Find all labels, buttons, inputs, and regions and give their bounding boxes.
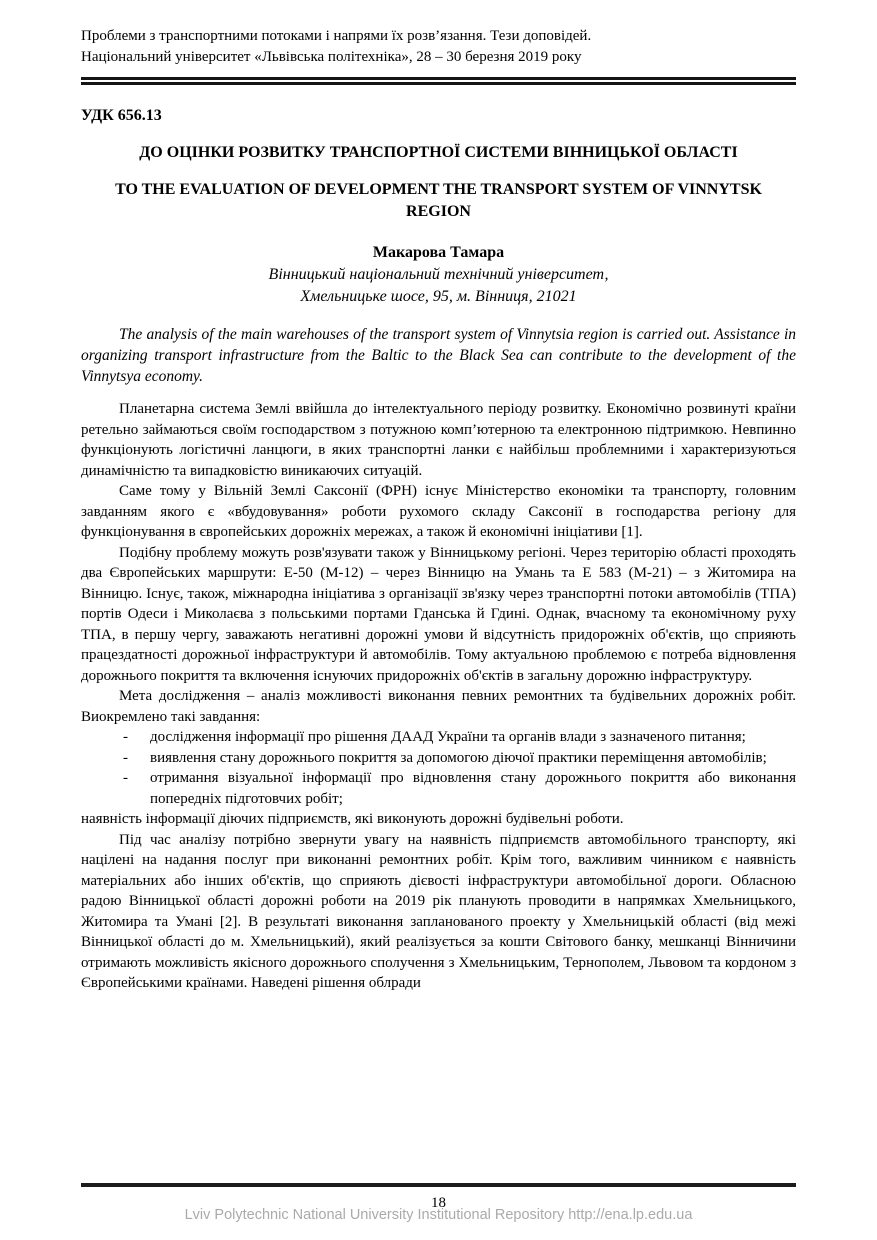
- title-ukrainian: ДО ОЦІНКИ РОЗВИТКУ ТРАНСПОРТНОЇ СИСТЕМИ ВІННИЦЬКОЇ ОБЛАСТІ: [139, 144, 738, 161]
- body-paragraph-5: Під час аналізу потрібно звернути увагу на наявність підприємств автомобільного транспорту, які націлені на надання послуг при виконанні ремонтних робіт. Крім того, важливим чинником є наявність матеріальних або інших об'єктів, що сприяють дієвості інфраструктури автомобільної дороги. Обласною радою Вінницької області дорожні роботи на 2019 рік планують проводити в напрямках Хмельницького, Житомира та Умані [2]. В результаті виконання запланованого проекту у Хмельницькій області (від межі Вінницької області до м. Хмельницький), який реалізується за кошти Світового банку, мешканці Вінничини отримають можливість якісного дорожнього сполучення з Хмельницьким, Тернополем, Львовом та кордоном з Європейськими країнами. Наведені рішення облради: [81, 831, 796, 991]
- header-divider: [81, 77, 796, 85]
- list-item: [123, 748, 796, 769]
- page-footer: [81, 1183, 796, 1224]
- header-line-1: Проблеми з транспортними потоками і напрями їх розв’язання. Тези доповідей.: [81, 28, 592, 44]
- article-body: [81, 399, 796, 994]
- footer-divider: [81, 1183, 796, 1187]
- affiliation-line-2: Хмельницьке шосе, 95, м. Вінниця, 21021: [300, 288, 577, 305]
- list-item-text: отримання візуальної інформації про відновлення стану дорожнього покриття або виконання попередніх підготовчих робіт;: [150, 770, 796, 807]
- author-name: Макарова Тамара: [372, 244, 505, 261]
- body-paragraph-3: Подібну проблему можуть розв'язувати також у Вінницькому регіоні. Через територію області проходять два Європейських маршрути: Е-50 (М-12) – через Вінницю на Умань та Е 583 (М-21) – з Житомира на Вінницю. Існує, також, міжнародна ініціатива з організації зв'язку через транспортні потоки автомобілів (ТПА) портів Одеси і Миколаєва з польськими портами Гданська й Гдині. Однак, вчасному та економічному руху ТПА, в першу чергу, заважають негативні дорожні умови й відсутність придорожніх об'єктів, що сприяють працездатності дорожньої інфраструктури й автомобілів. Тому актуальною проблемою є потреба відновлення дорожнього покриття та включення існуючих придорожніх об'єктів в загальну дорожню інфраструктуру.: [81, 544, 796, 684]
- list-dash-marker: -: [123, 770, 128, 786]
- body-paragraph-2: Саме тому у Вільній Землі Саксонії (ФРН) існує Міністерство економіки та транспорту, головним завданням якого є «вбудовування» роботи рухомого складу Саксонії в господарства регіону для функціонування в європейських дорожніх мережах, а також й економічні ініціативи [1].: [81, 483, 796, 540]
- body-paragraph-4: Мета дослідження – аналіз можливості виконання певних ремонтних та будівельних дорожніх робіт. Виокремлено такі завдання:: [81, 688, 796, 725]
- repository-footer-text: Lviv Polytechnic National University Institutional Repository http://ena.lp.edu.ua: [184, 1207, 693, 1223]
- page-number: 18: [431, 1195, 446, 1211]
- body-paragraph-1: Планетарна система Землі ввійшла до інтелектуального періоду розвитку. Економічно розвинуті країни ретельно займаються своїм господарством з потужною комп’ютерною та електронною підтримкою. Невпинно функціонують логістичні ланцюги, в яких транспортні ланки є найбільш проблемними і характеризуються динамічністю та випадковістю виникаючих ситуацій.: [81, 401, 796, 479]
- title-english: TO THE EVALUATION OF DEVELOPMENT THE TRANSPORT SYSTEM OF VINNYTSK REGION: [115, 181, 762, 220]
- abstract-text: The analysis of the main warehouses of the transport system of Vinnytsia region is carried out. Assistance in organizing transport infrastructure from the Baltic to the Black Sea can contribute to the development of the Vinnytsya economy.: [81, 326, 796, 385]
- list-item-text: виявлення стану дорожнього покриття за допомогою діючої практики переміщення автомобілів;: [150, 749, 767, 766]
- list-item: [123, 768, 796, 809]
- list-tail-text: наявність інформації діючих підприємств, які виконують дорожні будівельні роботи.: [81, 811, 624, 827]
- list-dash-marker: -: [123, 729, 128, 745]
- header-line-2: Національний університет «Львівська політехніка», 28 – 30 березня 2019 року: [81, 49, 582, 65]
- list-item: [123, 727, 796, 748]
- footer-stack: [81, 1195, 796, 1224]
- list-item-text: дослідження інформації про рішення ДААД України та органів влади з зазначеного питання;: [150, 729, 746, 745]
- affiliation-line-1: Вінницький національний технічний університет,: [268, 266, 609, 283]
- list-dash-marker: -: [123, 749, 128, 766]
- udc-code: УДК 656.13: [81, 107, 162, 124]
- page-header: [81, 26, 796, 68]
